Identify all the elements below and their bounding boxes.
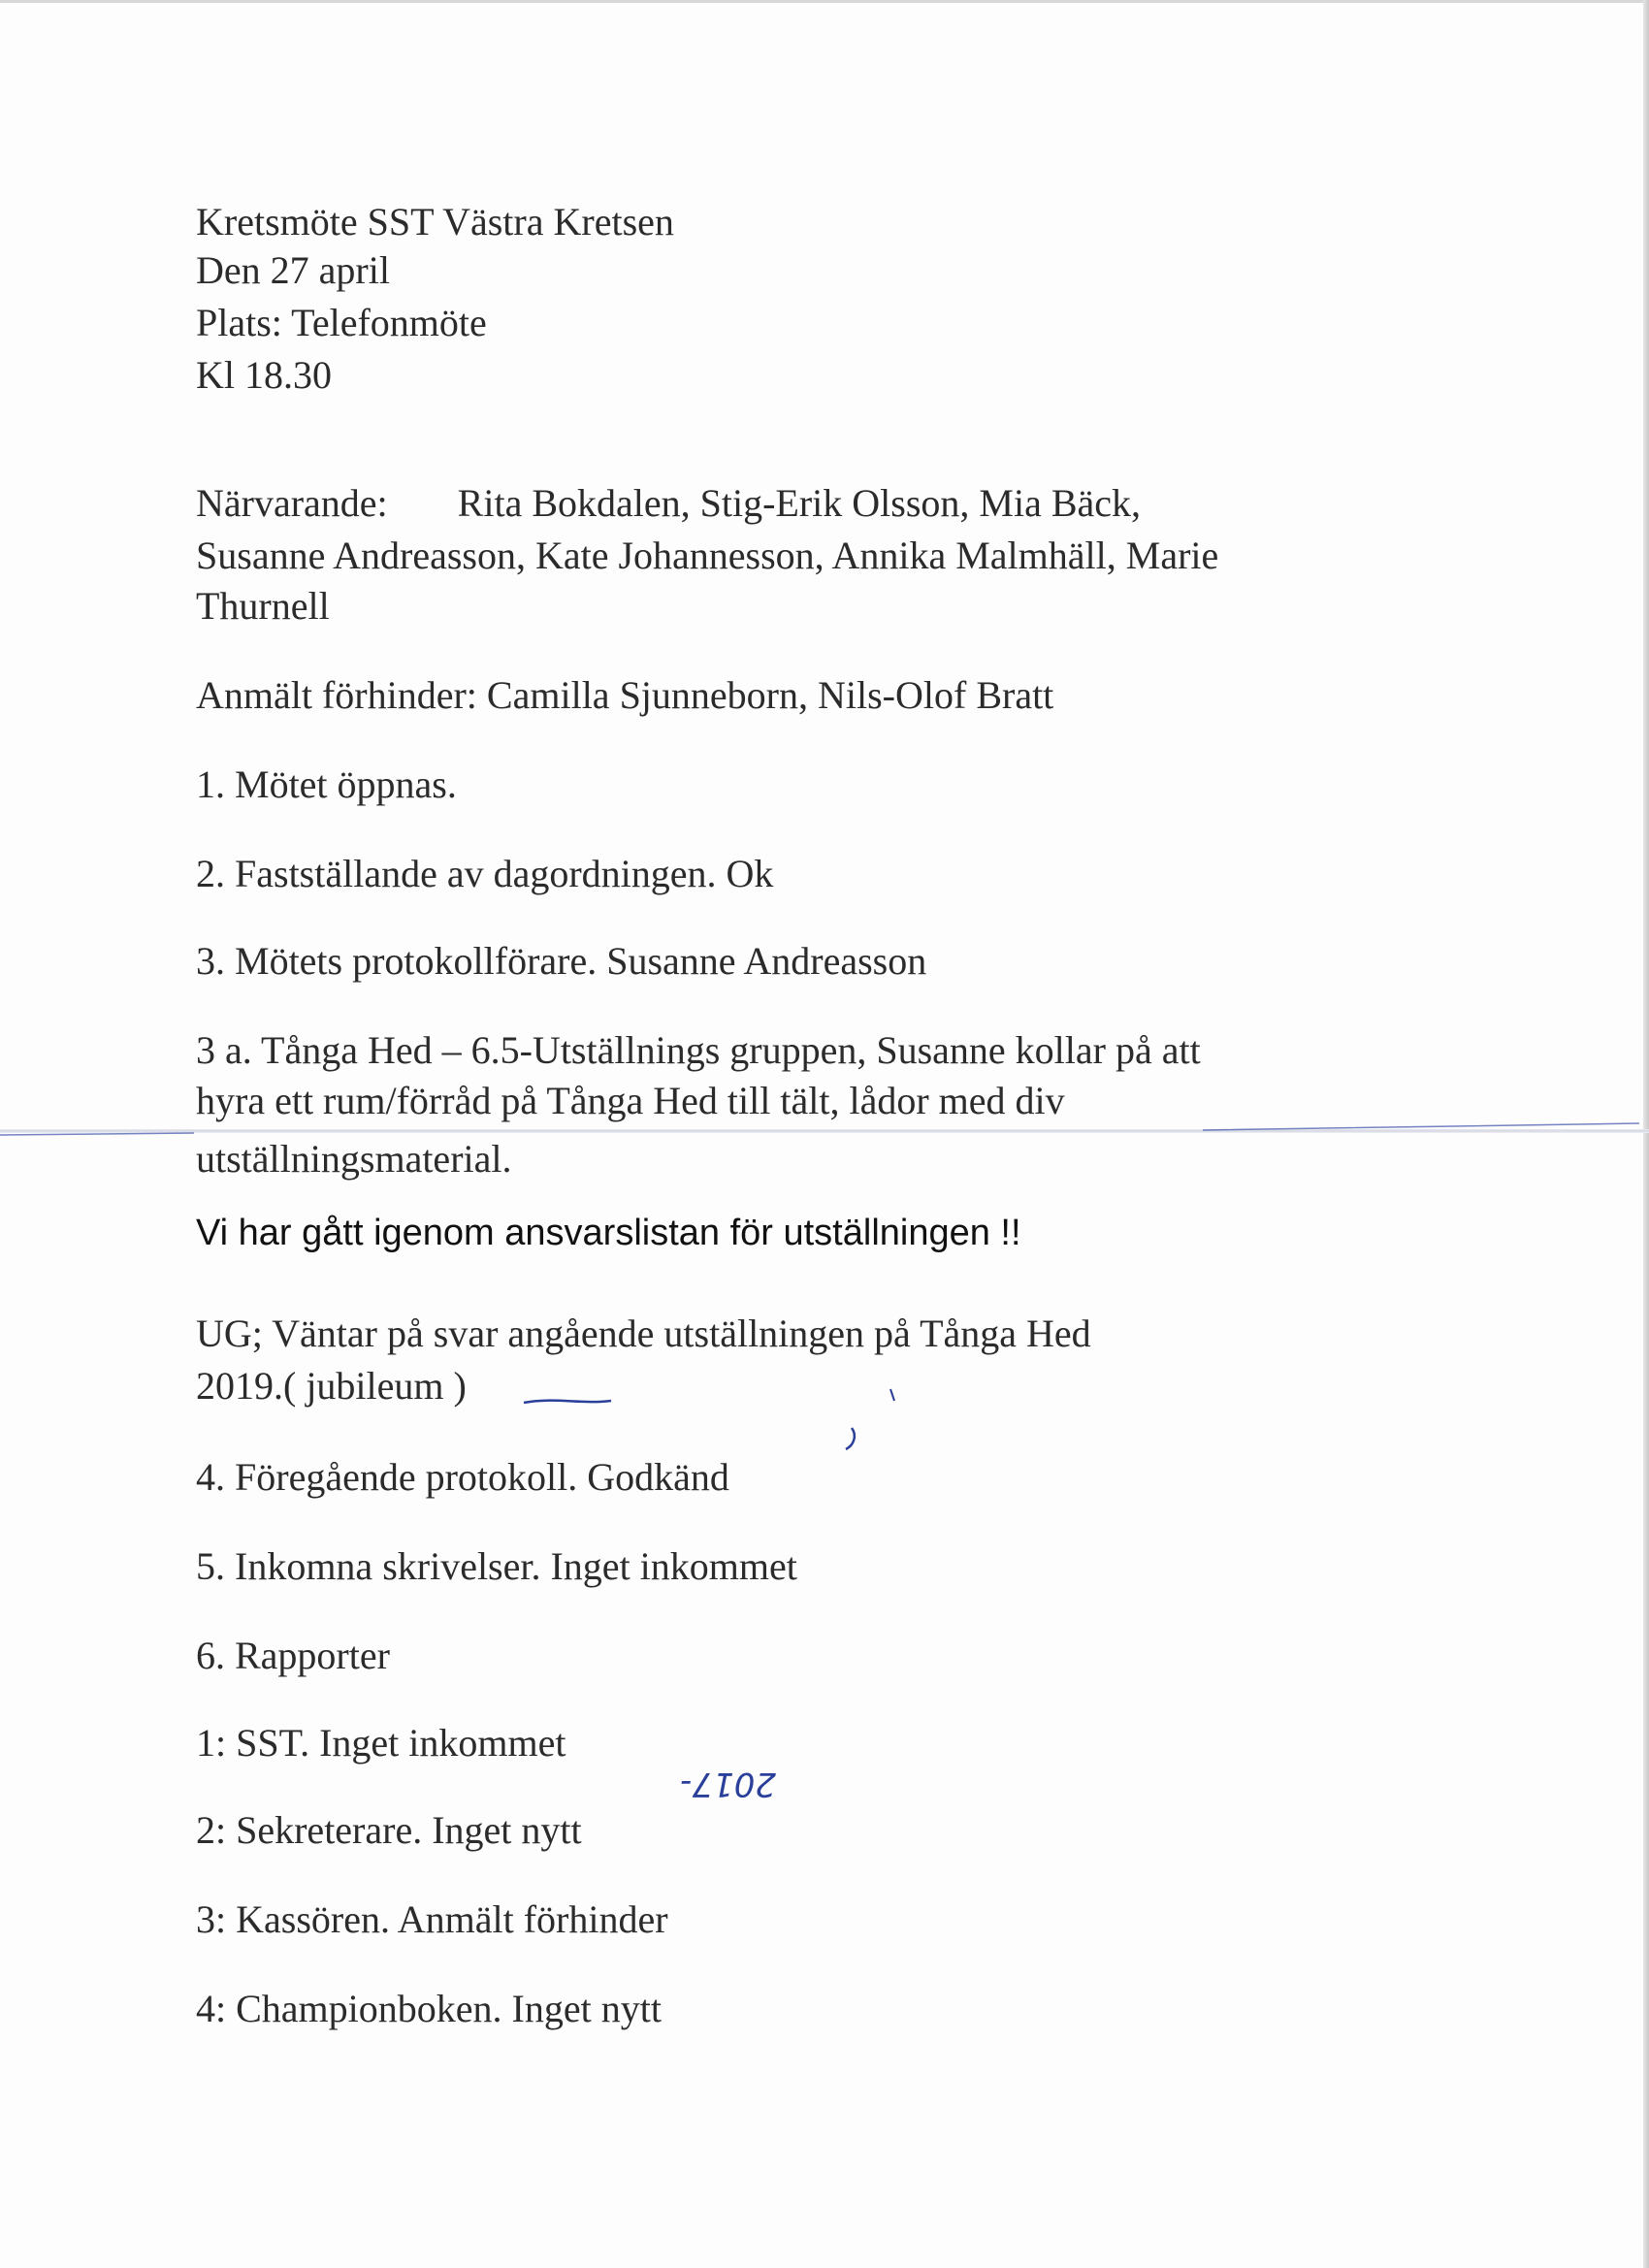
- ug-line-2: 2019.( jubileum ): [196, 1364, 467, 1408]
- agenda-item-4: 4. Föregående protokoll. Godkänd: [196, 1455, 729, 1499]
- present-names-2: Susanne Andreasson, Kate Johannesson, Annika Malmhäll, Marie: [196, 534, 1219, 577]
- agenda-item-3a-line-2: hyra ett rum/förråd på Tånga Hed till tält, lådor med div: [196, 1079, 1065, 1122]
- page-right-edge: [1643, 0, 1649, 2268]
- agenda-item-6: 6. Rapporter: [196, 1634, 390, 1677]
- typed-note: Vi har gått igenom ansvarslistan för utställningen !!: [196, 1213, 1021, 1253]
- page-top-edge: [0, 0, 1649, 3]
- paper-fold-crease: [0, 1129, 1649, 1133]
- report-2: 2: Sekreterare. Inget nytt: [196, 1808, 582, 1852]
- present-names-1: Rita Bokdalen, Stig-Erik Olsson, Mia Bäck,: [457, 481, 1142, 525]
- meeting-place: Plats: Telefonmöte: [196, 301, 487, 344]
- report-4: 4: Championboken. Inget nytt: [196, 1987, 662, 2030]
- meeting-date: Den 27 april: [196, 248, 390, 292]
- agenda-item-1: 1. Mötet öppnas.: [196, 762, 457, 806]
- present-row: [196, 479, 1141, 528]
- meeting-title: Kretsmöte SST Västra Kretsen: [196, 200, 674, 243]
- report-3: 3: Kassören. Anmält förhinder: [196, 1897, 668, 1941]
- agenda-item-3: 3. Mötets protokollförare. Susanne Andreasson: [196, 939, 927, 983]
- meeting-time: Kl 18.30: [196, 353, 332, 397]
- present-label: Närvarande:: [196, 481, 388, 525]
- report-1: 1: SST. Inget inkommet: [196, 1721, 566, 1765]
- agenda-item-5: 5. Inkomna skrivelser. Inget inkommet: [196, 1544, 797, 1588]
- agenda-item-3a-line-3: utställningsmaterial.: [196, 1137, 512, 1181]
- agenda-item-2: 2. Fastställande av dagordningen. Ok: [196, 852, 774, 895]
- agenda-item-3a-line-1: 3 a. Tånga Hed – 6.5-Utställnings gruppen, Susanne kollar på att: [196, 1028, 1201, 1072]
- absent-line: Anmält förhinder: Camilla Sjunneborn, Nils-Olof Bratt: [196, 673, 1054, 717]
- ug-line-1: UG; Väntar på svar angående utställningen på Tånga Hed: [196, 1312, 1091, 1355]
- handwritten-year: 2017-: [680, 1765, 776, 1803]
- present-names-3: Thurnell: [196, 584, 330, 628]
